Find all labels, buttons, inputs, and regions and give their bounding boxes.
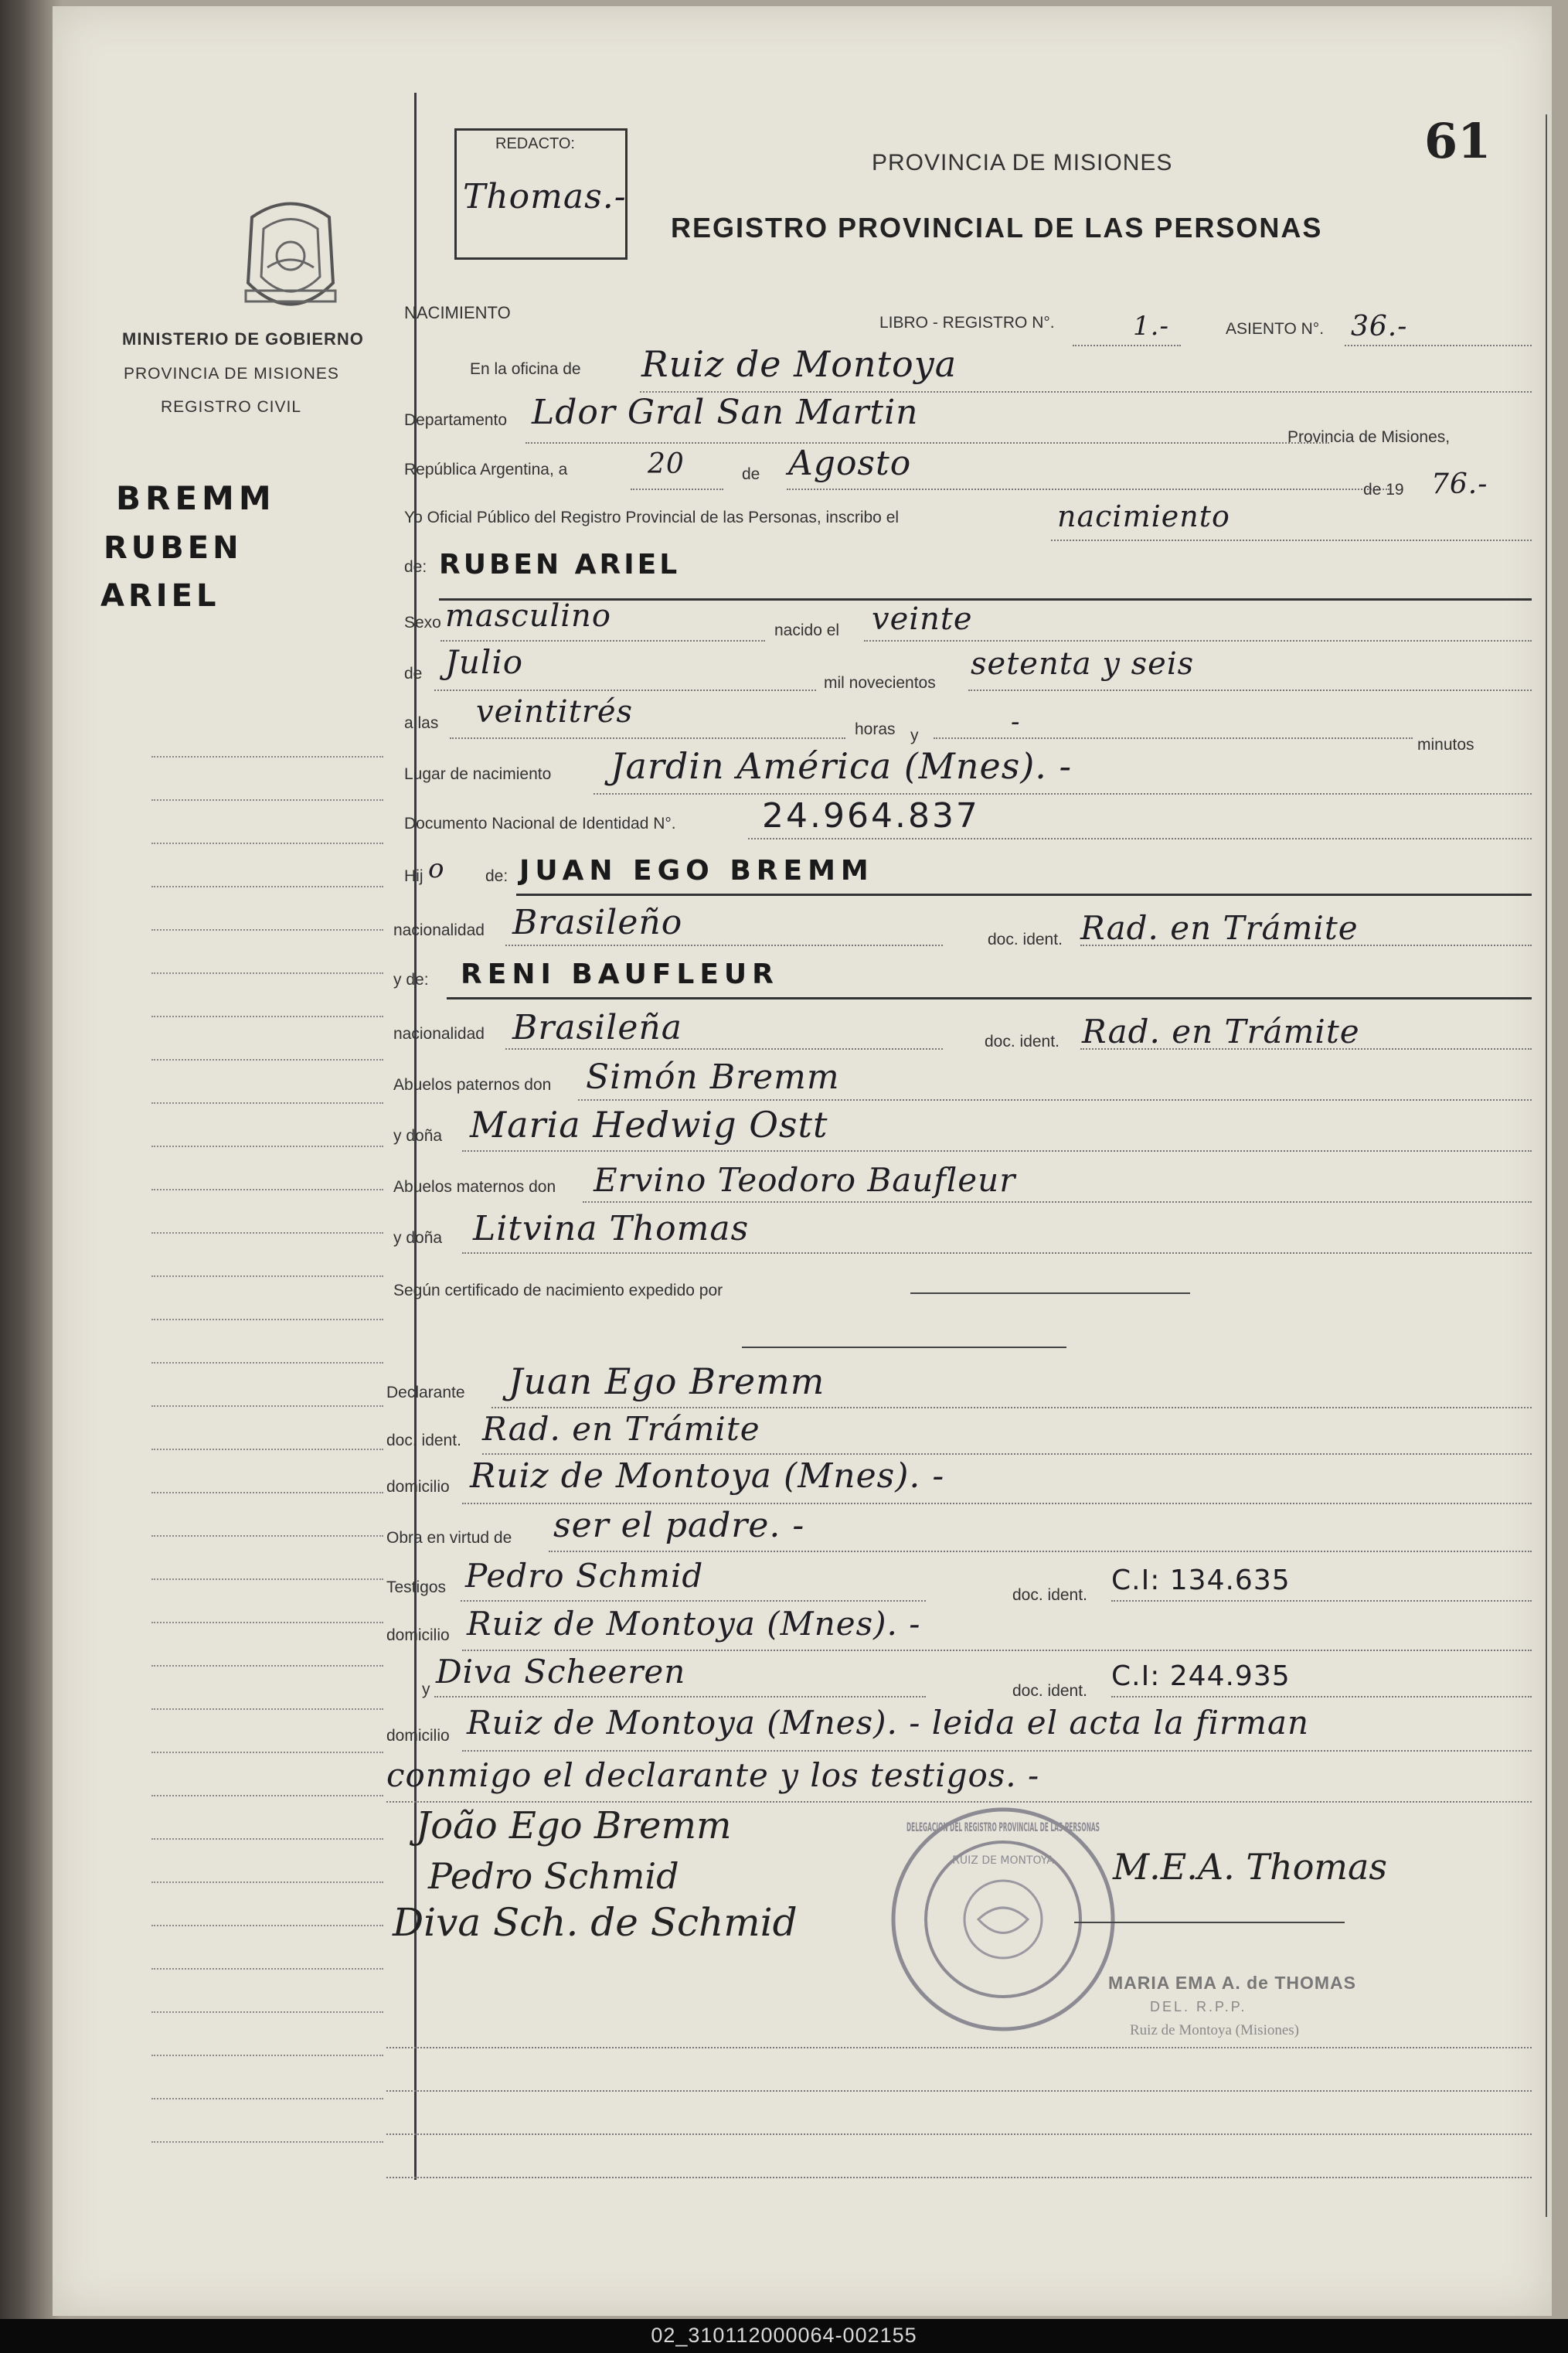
father-de-label: de: <box>485 867 508 885</box>
margin-rule-line <box>151 1492 383 1493</box>
stamp-outer-text: DELEGACION DEL REGISTRO PROVINCIAL DE LAS PERSONAS <box>906 1820 1100 1834</box>
margin-rule-line <box>151 2098 383 2099</box>
margin-rule-line <box>151 1795 383 1796</box>
margin-rule-line <box>151 1232 383 1234</box>
margin-rule-line <box>151 1752 383 1753</box>
departamento-label: Departamento <box>404 411 508 429</box>
margin-rule-line <box>151 1146 383 1147</box>
testigo2-doc-label: doc. ident. <box>1012 1682 1087 1700</box>
abuela-m-dona-label: y doña <box>393 1229 443 1247</box>
margin-rule-line <box>151 1016 383 1017</box>
blank-rule-line <box>386 2047 1532 2048</box>
testigo1-domicilio-label: domicilio <box>386 1626 450 1644</box>
obra-line <box>549 1551 1532 1552</box>
margin-rule-line <box>151 1449 383 1450</box>
civil-registry-label: REGISTRO CIVIL <box>161 398 302 416</box>
hour-line <box>450 737 845 739</box>
father-doc-value: Rad. en Trámite <box>1080 909 1359 947</box>
margin-rule-line <box>151 2055 383 2056</box>
margin-rule-line <box>151 799 383 801</box>
abuelo-materno: Ervino Teodoro Baufleur <box>594 1161 1016 1199</box>
margin-rule-line <box>151 1189 383 1190</box>
margin-first-name: RUBEN <box>104 530 243 566</box>
margin-rule-line <box>151 1405 383 1407</box>
declarante-label: Declarante <box>386 1384 465 1401</box>
obra-value: ser el padre. - <box>553 1506 805 1545</box>
margin-rule-line <box>151 1319 383 1320</box>
stamp-inner-text: RUIZ DE MONTOYA <box>952 1854 1054 1867</box>
abuelos-paternos-label: Abuelos paternos don <box>393 1076 552 1094</box>
blank-rule-line <box>386 2177 1532 2178</box>
republica-label: República Argentina, a <box>404 461 568 478</box>
lugar-value: Jardin América (Mnes). - <box>611 745 1073 787</box>
decl-domicilio-label: domicilio <box>386 1478 450 1496</box>
margin-rule-line <box>151 2141 383 2143</box>
decl-domicilio-value: Ruiz de Montoya (Mnes). - <box>470 1456 945 1496</box>
year-label: de 19 <box>1363 481 1404 499</box>
mother-name: RENI BAUFLEUR <box>461 959 779 990</box>
father-nationality: Brasileño <box>512 903 683 942</box>
right-edge-rule <box>1546 114 1547 2217</box>
official-name: MARIA EMA A. de THOMAS <box>1108 1973 1356 1993</box>
margin-rule-line <box>151 2011 383 2013</box>
testigo2-value: Diva Scheeren <box>436 1653 686 1691</box>
margin-rule-line <box>151 756 383 758</box>
margin-province-label: PROVINCIA DE MISIONES <box>124 365 339 383</box>
redacto-box <box>454 128 628 260</box>
mil-label: mil novecientos <box>824 674 936 692</box>
provincia-label: Provincia de Misiones, <box>1287 428 1451 446</box>
month-de-label: de <box>742 465 760 483</box>
abuelo-m-line <box>583 1201 1532 1203</box>
day-value: 20 <box>648 448 685 480</box>
redacto-value: Thomas.- <box>463 177 627 216</box>
dni-line <box>748 838 1532 839</box>
margin-rule-line <box>151 1838 383 1840</box>
sexo-line <box>440 640 765 642</box>
abuela-materna: Litvina Thomas <box>473 1209 750 1248</box>
asiento-value: 36.- <box>1351 311 1408 342</box>
record-type-label: NACIMIENTO <box>404 303 511 322</box>
abuelos-maternos-label: Abuelos maternos don <box>393 1178 556 1196</box>
hora-label: horas <box>855 720 896 738</box>
testigo1-doc-label: doc. ident. <box>1012 1586 1087 1604</box>
margin-rule-line <box>151 1578 383 1580</box>
day-line <box>631 489 723 490</box>
margin-second-name: ARIEL <box>100 578 220 614</box>
birth-month-value: Julio <box>445 643 524 681</box>
certificado-line-1 <box>910 1292 1190 1294</box>
official-signature-line <box>1074 1922 1345 1923</box>
mother-doc-value: Rad. en Trámite <box>1082 1013 1360 1051</box>
margin-rule-line <box>151 1881 383 1883</box>
testigo1-doc-line <box>1111 1600 1532 1602</box>
margin-rule-line <box>151 1102 383 1104</box>
margin-rule-line <box>151 1535 383 1537</box>
declarante-line <box>491 1407 1532 1408</box>
closing-line: conmigo el declarante y los testigos. - <box>386 1756 1040 1794</box>
abuela-p-dona-label: y doña <box>393 1127 443 1145</box>
asiento-label: ASIENTO N°. <box>1226 320 1325 338</box>
registered-name: RUBEN ARIEL <box>439 549 681 581</box>
oficial-value: nacimiento <box>1057 499 1230 533</box>
name-de-label: de: <box>404 558 427 576</box>
margin-rule-line <box>151 1968 383 1970</box>
certificado-line-2 <box>742 1347 1066 1348</box>
testigo1-domicilio-line <box>462 1650 1532 1651</box>
father-line <box>516 894 1532 896</box>
abuelo-p-line <box>578 1099 1532 1101</box>
margin-rule-line <box>151 1622 383 1623</box>
month-value: Agosto <box>788 444 912 483</box>
libro-line <box>1073 345 1181 346</box>
margin-rule-line <box>151 886 383 887</box>
year-value: 76.- <box>1431 468 1488 500</box>
minutes-line <box>934 737 1413 739</box>
official-place: Ruiz de Montoya (Misiones) <box>1130 2022 1300 2038</box>
margin-surname: BREMM <box>116 479 276 517</box>
oficial-line <box>1051 540 1532 541</box>
margin-rule-line <box>151 1708 383 1710</box>
decl-doc-value: Rad. en Trámite <box>482 1410 760 1448</box>
margin-rule-line <box>151 1275 383 1277</box>
libro-value: 1.- <box>1133 311 1169 342</box>
libro-label: LIBRO - REGISTRO N°. <box>879 314 1055 332</box>
oficina-value: Ruiz de Montoya <box>641 343 957 385</box>
official-title: DEL. R.P.P. <box>1150 1999 1247 2014</box>
obra-label: Obra en virtud de <box>386 1529 512 1547</box>
header-registry: REGISTRO PROVINCIAL DE LAS PERSONAS <box>671 212 1323 243</box>
alas-label: a las <box>404 714 439 732</box>
testigo2-domicilio-line <box>462 1750 1532 1752</box>
margin-rule-line <box>151 972 383 974</box>
father-name: JUAN EGO BREMM <box>519 855 874 887</box>
month-line <box>787 489 1389 490</box>
testigo2-line <box>434 1696 926 1697</box>
dni-label: Documento Nacional de Identidad N°. <box>404 815 676 833</box>
testigo2-doc-value: C.I: 244.935 <box>1111 1660 1291 1692</box>
page-number: 61 <box>1424 113 1491 169</box>
lugar-line <box>594 793 1532 795</box>
margin-rule-line <box>151 1059 383 1061</box>
departamento-line <box>526 442 1329 444</box>
testigo2-doc-line <box>1111 1696 1532 1697</box>
mother-nac-line <box>505 1048 943 1050</box>
mother-doc-label: doc. ident. <box>985 1033 1060 1051</box>
redacto-label: REDACTO: <box>495 135 575 152</box>
margin-rule-line <box>151 1665 383 1667</box>
y-testigo-label: y <box>422 1680 430 1698</box>
closing-line-rule <box>386 1801 1532 1803</box>
minutos-label: minutos <box>1417 736 1474 754</box>
certificado-label: Según certificado de nacimiento expedido por <box>393 1282 723 1299</box>
birth-month-de-label: de <box>404 665 423 683</box>
hour-value: veintitrés <box>476 694 634 730</box>
oficina-label: En la oficina de <box>470 360 581 378</box>
y-label: y <box>910 727 919 744</box>
margin-rule-line <box>151 1925 383 1926</box>
birth-month-line <box>434 690 816 691</box>
decl-domicilio-line <box>462 1503 1532 1504</box>
nacido-label: nacido el <box>774 621 840 639</box>
nacido-value: veinte <box>872 601 973 637</box>
mother-de-label: y de: <box>393 971 429 989</box>
testigo2-domicilio-label: domicilio <box>386 1727 450 1745</box>
testigo1-domicilio-value: Ruiz de Montoya (Mnes). - <box>467 1605 921 1643</box>
dni-value: 24.964.837 <box>762 796 980 836</box>
official-signature: M.E.A. Thomas <box>1113 1846 1388 1888</box>
father-nac-line <box>505 945 943 946</box>
sexo-label: Sexo <box>404 614 441 632</box>
hijo-suffix: o <box>428 853 445 884</box>
margin-rule-line <box>151 843 383 844</box>
register-page <box>53 6 1552 2316</box>
mother-line <box>447 997 1532 999</box>
ministry-label: MINISTERIO DE GOBIERNO <box>122 329 364 349</box>
father-nac-label: nacionalidad <box>393 921 485 939</box>
abuela-paterna: Maria Hedwig Ostt <box>470 1104 828 1146</box>
footer-file-id: 02_310112000064-002155 <box>651 2324 917 2347</box>
declarante-value: Juan Ego Bremm <box>508 1360 825 1402</box>
lugar-label: Lugar de nacimiento <box>404 765 552 783</box>
testigo1-doc-value: C.I: 134.635 <box>1111 1565 1291 1596</box>
mother-nac-label: nacionalidad <box>393 1025 485 1043</box>
departamento-value: Ldor Gral San Martin <box>532 393 919 432</box>
testigo2-domicilio-value: Ruiz de Montoya (Mnes). - leida el acta la firman <box>467 1704 1310 1742</box>
misiones-coat-of-arms-icon <box>236 190 345 325</box>
margin-rule-line <box>151 1362 383 1364</box>
sexo-value: masculino <box>445 598 611 634</box>
birth-year-line <box>968 690 1532 691</box>
abuela-m-line <box>462 1252 1532 1254</box>
asiento-line <box>1345 345 1532 346</box>
margin-rule-line <box>151 929 383 931</box>
testigo1-value: Pedro Schmid <box>465 1557 704 1595</box>
blank-rule-line <box>386 2133 1532 2135</box>
signature-witness-2: Diva Sch. de Schmid <box>393 1900 798 1945</box>
decl-doc-line <box>482 1453 1532 1455</box>
header-province: PROVINCIA DE MISIONES <box>872 150 1173 175</box>
abuelo-paterno: Simón Bremm <box>586 1057 840 1097</box>
nacido-line <box>864 640 1532 642</box>
abuela-p-line <box>462 1150 1532 1152</box>
oficial-label: Yo Oficial Público del Registro Provincial de las Personas, inscribo el <box>404 509 900 526</box>
decl-doc-label: doc. ident. <box>386 1432 461 1449</box>
testigo1-line <box>461 1600 926 1602</box>
testigos-label: Testigos <box>386 1578 447 1596</box>
signature-witness-1: Pedro Schmid <box>428 1855 679 1897</box>
mother-nationality: Brasileña <box>512 1008 682 1047</box>
blank-rule-line <box>386 2090 1532 2092</box>
hijo-label: Hij <box>404 867 423 885</box>
signature-declarante: João Ego Bremm <box>416 1804 732 1847</box>
minutes-value: - <box>1011 707 1021 737</box>
registry-round-stamp-icon <box>887 1803 1119 2035</box>
father-doc-label: doc. ident. <box>988 931 1063 948</box>
birth-year-value: setenta y seis <box>971 646 1195 682</box>
